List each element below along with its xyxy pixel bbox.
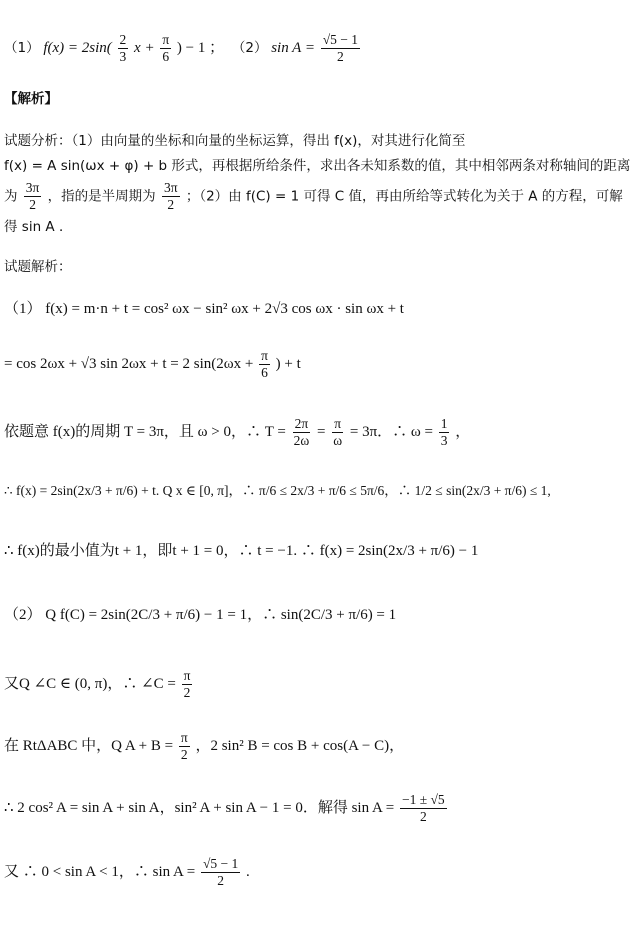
part2-label: （2） bbox=[231, 39, 268, 56]
solution-line-4: ∴ f(x) = 2sin(2x/3 + π/6) + t. Q x ∈ [0, π]，∴ π/6 ≤ 2x/3 + π/6 ≤ 5π/6，∴ 1/2 ≤ sin(2x/3 + π/6) ≤ 1, bbox=[4, 483, 551, 498]
fraction: $\frac{\pi}{6}$ bbox=[261, 348, 268, 380]
part1-expression: f(x) = 2sin( bbox=[43, 39, 112, 56]
part2-expression: sin A = bbox=[271, 39, 315, 56]
fraction: $\frac{\pi}{2}$ bbox=[183, 668, 191, 700]
answer-line: （1） f(x) = 2sin( $\frac{2}{3}$ x + $\frac{\pi}{6}$ ) − 1 ； （2） sin A = $\frac{√5 - 1}{2}$ bbox=[4, 32, 358, 64]
solution-line-6: （2） Q f(C) = 2sin(2C/3 + π/6) − 1 = 1，∴ sin(2C/3 + π/6) = 1 bbox=[4, 607, 397, 623]
solution-line-5: ∴ f(x)的最小值为t + 1，即t + 1 = 0，∴ t = −1. ∴ f(x) = 2sin(2x/3 + π/6) − 1 bbox=[4, 543, 479, 559]
fraction: $\frac{\pi}{6}$ bbox=[162, 32, 170, 64]
section-title: 【解析】 bbox=[4, 91, 58, 107]
solution-title: 试题解析： bbox=[4, 259, 72, 275]
fraction: $\frac{√5 - 1}{2}$ bbox=[322, 32, 358, 64]
analysis-line-1: 试题分析：（1）由向量的坐标和向量的坐标运算，得出 f(x)，对其进行化简至 bbox=[4, 133, 466, 149]
solution-line-10: 又 ∴ 0 < sin A < 1，∴ sin A = $\frac{√5 - 1}{2}$ . bbox=[4, 856, 250, 888]
fraction: $\frac{\pi}{2}$ bbox=[180, 730, 188, 762]
fraction: $\frac{2}{3}$ bbox=[119, 32, 127, 64]
analysis-line-4: 得 sin A ． bbox=[4, 219, 73, 235]
analysis-line-3: 为 $\frac{3\pi}{2}$ ，指的是半周期为 $\frac{3\pi}{2}$ ；（2）由 f(C) = 1 可得 C 值，再由所给等式转化为关于 A 的方程，可解 bbox=[4, 180, 623, 212]
solution-line-7: 又Q ∠C ∈ (0, π)，∴ ∠C = $\frac{\pi}{2}$ bbox=[4, 668, 191, 700]
solution-line-3: 依题意 f(x)的周期 T = 3π，且 ω > 0，∴ T = $\frac{2\pi}{2\omega}$ = $\frac{\pi}{\omega}$ = 3π．∴ ω = $\frac{1}{3}$ ， bbox=[4, 416, 471, 448]
fraction: $\frac{3\pi}{2}$ bbox=[163, 180, 178, 212]
fraction: $\frac{2\pi}{2\omega}$ bbox=[293, 416, 310, 448]
fraction: $\frac{\pi}{\omega}$ bbox=[333, 416, 343, 448]
solution-line-9: ∴ 2 cos² A = sin A + sin A，sin² A + sin A − 1 = 0．解得 sin A = $\frac{-1 \pm √5}{2}$ bbox=[4, 792, 445, 824]
solution-line-2: = cos 2ωx + √3 sin 2ωx + t = 2 sin(2ωx + $\frac{\pi}{6}$ ) + t bbox=[4, 348, 301, 380]
solution-line-1: （1） f(x) = m·n + t = cos² ωx − sin² ωx + 2√3 cos ωx · sin ωx + t bbox=[4, 301, 404, 317]
fraction: $\frac{-1 \pm √5}{2}$ bbox=[401, 792, 445, 824]
part1-label: （1） bbox=[4, 39, 40, 56]
analysis-line-2: f(x) = A sin(ωx + φ) + b 形式，再根据所给条件，求出各未知系数的值，其中相邻两条对称轴间的距离 bbox=[4, 158, 630, 174]
fraction: $\frac{√5 - 1}{2}$ bbox=[203, 856, 239, 888]
solution-line-8: 在 RtΔABC 中，Q A + B = $\frac{\pi}{2}$ ，2 sin² B = cos B + cos(A − C)， bbox=[4, 730, 405, 762]
fraction: $\frac{1}{3}$ bbox=[440, 416, 448, 448]
fraction: $\frac{3\pi}{2}$ bbox=[25, 180, 40, 212]
